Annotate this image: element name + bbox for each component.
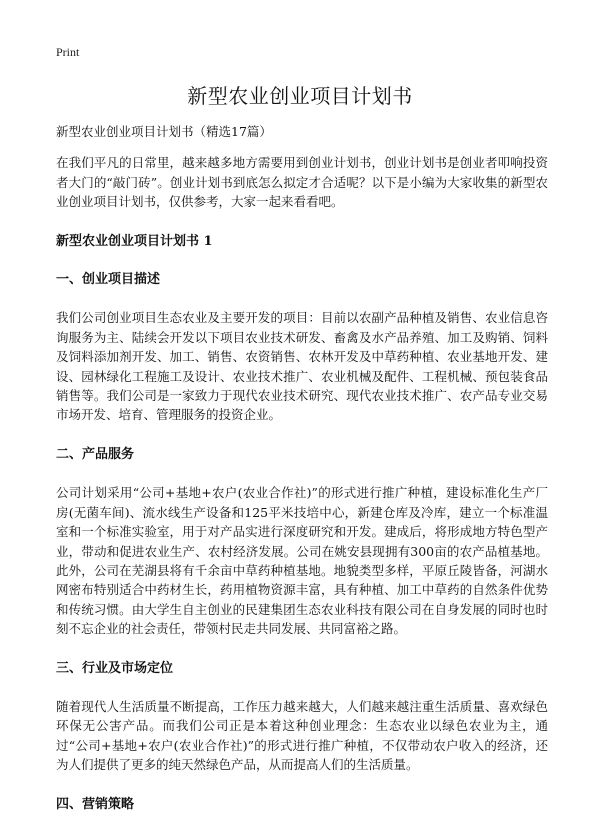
section-body-3: 随着现代人生活质量不断提高，工作压力越来越大，人们越来越注重生活质量、喜欢绿色环保无公害产品。而我们公司正是本着这种创业理念：生态农业以绿色农业为主，通过“公司+基地+农户(农业合作社)”的形式进行推广种植，不仅带动农户收入的经济，还为人们提供了更多的纯天然绿色产品，从而提高人们的生活质量。 xyxy=(56,698,548,773)
document-body xyxy=(56,122,548,833)
print-link[interactable]: Print xyxy=(56,45,80,59)
section-body-1: 我们公司创业项目生态农业及主要开发的项目：目前以农副产品种植及销售、农业信息咨询服务为主、陆续会开发以下项目农业技术研发、畜禽及水产品养殖、加工及购销、饲料及饲料添加剂开发、加工、销售、农资销售、农林开发及中草药种植、农业基地开发、建设、园林绿化工程施工及设计、农业技术推广、农业机械及配件、工程机械、预包装食品销售等。我们公司是一家致力于现代农业技术研究、现代农业技术推广、农产品专业交易市场开发、培育、管理服务的投资企业。 xyxy=(56,310,548,423)
document-title: 新型农业创业项目计划书 xyxy=(187,84,413,108)
section-heading-4: 四、营销策略 xyxy=(56,796,135,812)
part-title: 新型农业创业项目计划书 1 xyxy=(56,233,213,249)
section-heading-3: 三、行业及市场定位 xyxy=(56,660,174,676)
section-body-2: 公司计划采用“公司+基地+农户(农业合作社)”的形式进行推广种植，建设标准化生产厂房(无菌车间)、流水线生产设备和125平米技培中心，新建仓库及冷库，建立一个标准温室和一个标准实验室，用于对产品实进行深度研究和开发。建成后，将形成地方特色型产业，带动和促进农业生产、农村经济发展。公司在姚安县现拥有300亩的农产品植基地。此外，公司在芜湖县将有千余亩中草药种植基地。地貌类型多样，平原丘陵皆备，河湖水网密布特别适合中药材生长，药用植物资源丰富，具有种植、加工中草药的自然条件优势和传统习惯。由大学生自主创业的民建集团生态农业科技有限公司在自身发展的同时也时刻不忘企业的社会责任，带领村民走共同发展、共同富裕之路。 xyxy=(56,485,548,637)
intro-paragraph: 在我们平凡的日常里，越来越多地方需要用到创业计划书，创业计划书是创业者叩响投资者大门的“敲门砖”。创业计划书到底怎么拟定才合适呢？以下是小编为大家收集的新型农业创业项目计划书，仅供参考，大家一起来看看吧。 xyxy=(56,155,548,210)
section-heading-2: 二、产品服务 xyxy=(56,446,135,462)
section-heading-1: 一、创业项目描述 xyxy=(56,272,161,288)
document-subtitle: 新型农业创业项目计划书（精选17篇） xyxy=(56,124,272,139)
